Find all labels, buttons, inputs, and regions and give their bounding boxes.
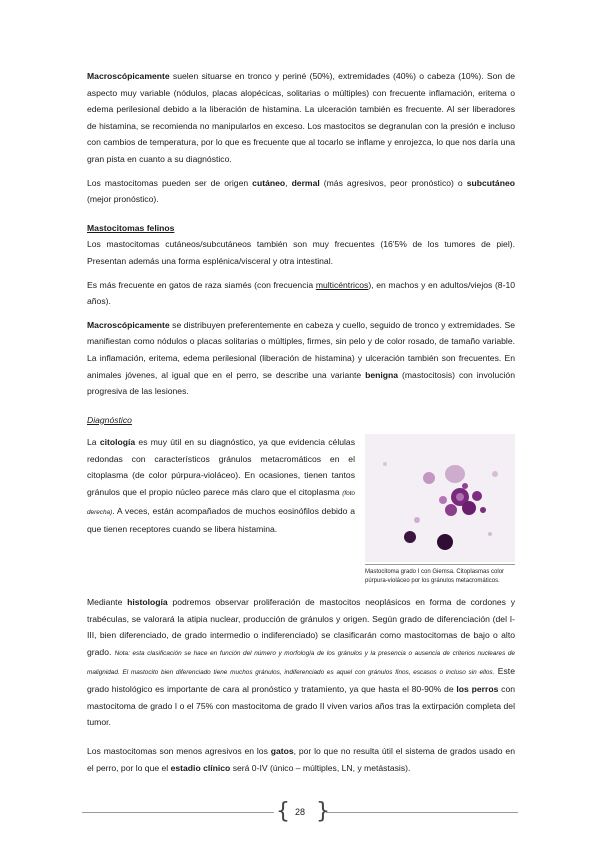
page-content <box>87 68 515 776</box>
micrograph-image <box>365 434 515 562</box>
footer-rule-right <box>326 812 518 813</box>
footer-brace-left: { <box>276 799 290 824</box>
paragraph-origin: Los mastocitomas pueden ser de origen cutáneo, dermal (más agresivos, peor pronóstico) o subcutáneo (mejor pronóstico). <box>87 177 515 205</box>
footer-brace-right: } <box>316 799 330 824</box>
paragraph-felinos-1: Los mastocitomas cutáneos/subcutáneos también son muy frecuentes (16'5% de los tumores de piel). Presentan además una forma esplénica/visceral y otra intestinal. <box>87 239 515 266</box>
paragraph-felinos-2: Es más frecuente en gatos de raza siamés (con frecuencia multicéntricos), en machos y en adultos/viejos (8-10 años). <box>87 279 516 307</box>
micrograph-figure <box>365 434 515 586</box>
page-number: 28 <box>294 807 305 817</box>
paragraph-histologia: Mediante histología podremos observar proliferación de mastocitos neoplásicos en forma de cordones y trabéculas, se valorará la atipia nuclear, producción de gránulos y origen. Según grado de diferenciación (del I-III, bien diferenciado, de grado intermedio o indiferenciado) se clasificarán como mastocitomas de bajo o alto grado. Nota: esta clasificación se hace en función del número y morfología de los gránulos y la presencia o ausencia de criterios nucleares de malignidad. El mastocito bien diferenciado tiene muchos gránulos, indiferenciado es aquel con gránulos finos, escasos o incluso sin ellos. Este grado histológico es importante de cara al pronóstico y tratamiento, ya que hasta el 80-90% de los perros con mastocitoma de grado I o el 75% con mastocitoma de grado II viven varios años tras la extirpación completa del tumor. <box>87 597 515 728</box>
paragraph-gatos: Los mastocitomas son menos agresivos en los gatos, por lo que no resulta útil el sistema de grados usado en el perro, por lo que el estadio clínico será 0-IV (único – múltiples, LN, y metástasis). <box>87 746 515 773</box>
paragraph-felinos-3: Macroscópicamente se distribuyen preferentemente en cabeza y cuello, seguido de tronco y extremidades. Se manifiestan como nódulos o placas solitarias o múltiples, firmes, sin pelo y de color rosado, de tamaño variable. La inflamación, eritema, edema perilesional (liberación de histamina) y ulceración también son frecuentes. En animales jóvenes, al igual que en el perro, se describe una variante benigna (mastocitosis) con involución progresiva de las lesiones. <box>87 319 515 397</box>
heading-felinos: Mastocitomas felinos <box>87 222 175 233</box>
footer-rule-left <box>82 812 274 813</box>
diagnostico-section <box>87 434 515 586</box>
heading-diagnostico: Diagnóstico <box>87 414 132 425</box>
page-footer <box>0 798 600 828</box>
micrograph-caption: Mastocitoma grado I con Giemsa. Citoplasmas color púrpura-violáceo por los gránulos metacromáticos. <box>365 564 515 586</box>
paragraph-citologia: La citología es muy útil en su diagnóstico, ya que evidencia células redondas con característicos gránulos metacromáticos en el citoplasma (de color púrpura-violáceo). En ocasiones, tienen tantos gránulos que el propio núcleo parece más claro que el citoplasma (foto derecha). A veces, están acompañados de muchos eosinófilos debido a que tienen receptores cuando se libera histamina. <box>87 437 355 535</box>
paragraph-macroscopic-dog: Macroscópicamente suelen situarse en tronco y periné (50%), extremidades (40%) o cabeza (10%). Son de aspecto muy variable (nódulos, placas alopécicas, solitarias o múltiples) con frecuente inflamación, eritema o edema perilesional debido a la liberación de histamina. La ulceración también es frecuente. Al ser liberadores de histamina, se recomienda no manipularlos en exceso. Los mastocitos se degranulan con la presión e incluso con cambios de temperatura, por lo que es frecuente que al tocarlo se inflame y enrojezca, lo que nos daría una gran pista en cuanto a su diagnóstico. <box>87 71 515 164</box>
